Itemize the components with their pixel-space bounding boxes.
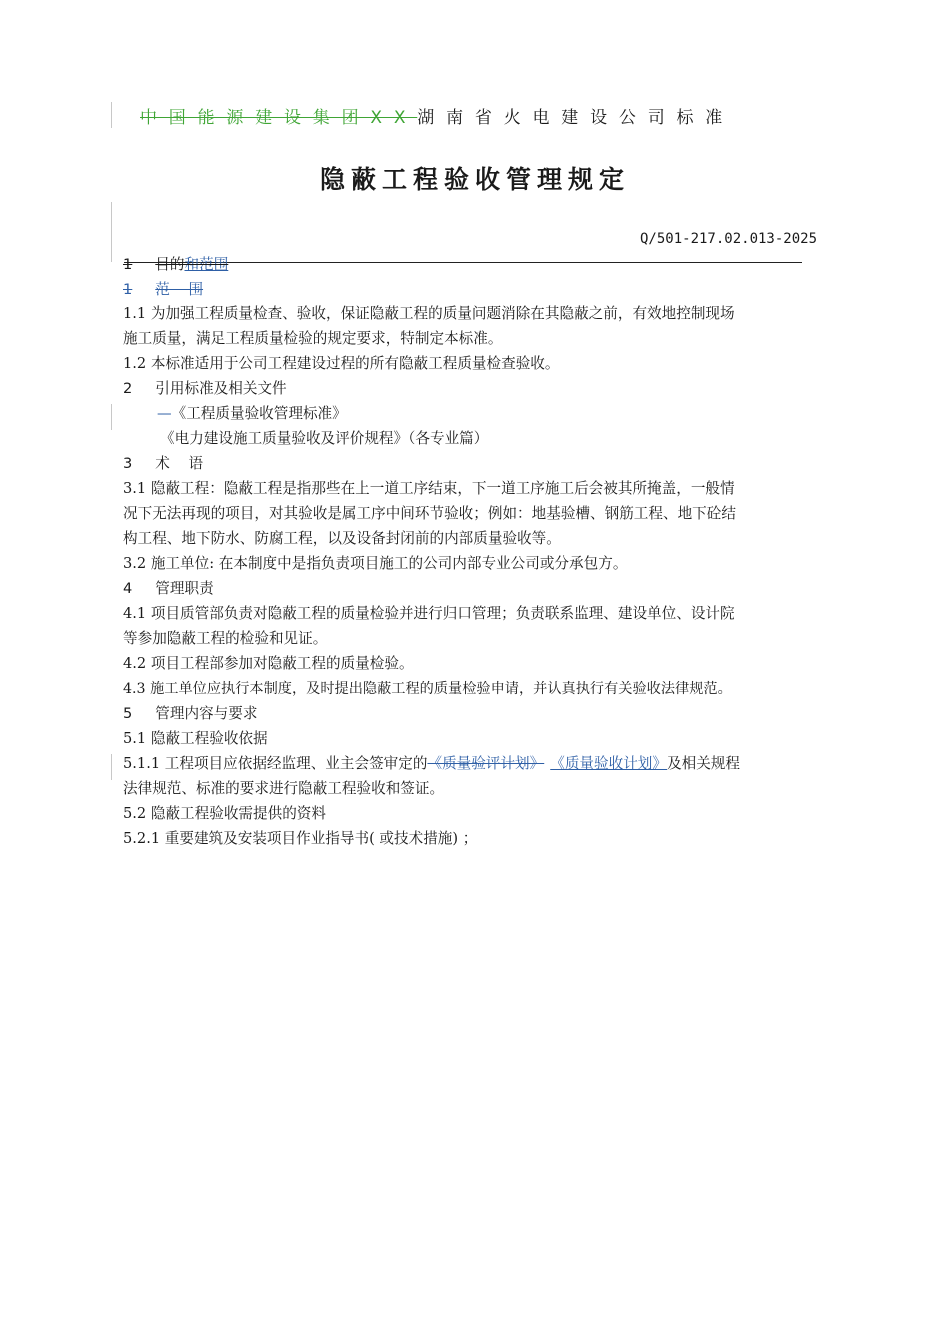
document-code: Q/501-217.02.013-2025 <box>640 231 818 247</box>
change-bar <box>111 202 112 262</box>
heading-number: 1 <box>123 281 133 298</box>
deleted-text: 《质量验评计划》 <box>427 755 545 772</box>
change-bar <box>111 102 112 128</box>
reference-text: 《工程质量验收管理标准》 <box>171 405 347 422</box>
company-header <box>140 103 734 128</box>
reference-2: 《电力建设施工质量验收及评价规程》（各专业篇） <box>160 430 489 447</box>
paragraph-4-1-cont: 等参加隐蔽工程的检验和见证。 <box>123 630 328 647</box>
paragraph-5-2-1: 5.2.1 重要建筑及安装项目作业指导书( 或技术措施) ； <box>123 830 478 847</box>
paragraph-1-2: 1.2 本标准适用于公司工程建设过程的所有隐蔽工程质量检查验收。 <box>123 355 560 372</box>
heading-number: 5 <box>123 705 133 722</box>
heading-text: 引用标准及相关文件 <box>155 380 287 397</box>
paragraph-5-1-1 <box>123 754 740 774</box>
paragraph-4-2: 4.2 项目工程部参加对隐蔽工程的质量检验。 <box>123 655 414 672</box>
inserted-text: 和范围 <box>184 256 229 273</box>
paragraph-5-2: 5.2 隐蔽工程验收需提供的资料 <box>123 805 326 822</box>
paragraph-3-1-cont: 况下无法再现的项目，对其验收是属工序中间环节验收；例如：地基验槽、钢筋工程、地下砼结 <box>123 505 736 522</box>
paragraph-4-1: 4.1 项目质管部负责对隐蔽工程的质量检验并进行归口管理；负责联系监理、建设单位、设计院 <box>123 605 735 622</box>
inserted-text: 《质量验收计划》 <box>550 755 667 772</box>
inserted-mark: — <box>157 405 172 422</box>
heading-text: 术 语 <box>155 455 204 472</box>
section-5-heading <box>123 704 257 724</box>
section-2-heading <box>123 379 287 399</box>
text-run: 及相关规程 <box>667 755 740 772</box>
text-run: 5.1.1 工程项目应依据经监理、业主会签审定的 <box>123 755 428 772</box>
heading-text: 管理内容与要求 <box>155 705 258 722</box>
paragraph-4-3: 4.3 施工单位应执行本制度，及时提出隐蔽工程的质量检验申请，并认真执行有关验收法律规范。 <box>123 681 732 697</box>
deleted-org-name: 中国能源建设集团XX <box>140 108 418 128</box>
heading-text: 目的 <box>155 256 185 273</box>
paragraph-3-1-cont2: 构工程、地下防水、防腐工程，以及设备封闭前的内部质量验收等。 <box>123 530 561 547</box>
change-bar <box>111 404 112 430</box>
heading-text: 管理职责 <box>155 580 214 597</box>
heading-number: 3 <box>123 455 133 472</box>
heading-text: 范 围 <box>155 281 204 298</box>
reference-1 <box>157 404 347 424</box>
document-title: 隐蔽工程验收管理规定 <box>319 165 630 194</box>
heading-number: 4 <box>123 580 133 597</box>
section-4-heading <box>123 579 214 599</box>
heading-number: 1 <box>123 256 133 273</box>
org-name: 湖南省火电建设公司标准 <box>417 108 735 128</box>
change-bar <box>111 754 112 780</box>
section-1-heading <box>123 255 228 275</box>
paragraph-3-1: 3.1 隐蔽工程：隐蔽工程是指那些在上一道工序结束，下一道工序施工后会被其所掩盖，一般情 <box>123 480 735 497</box>
paragraph-5-1-1-cont: 法律规范、标准的要求进行隐蔽工程验收和签证。 <box>123 780 445 797</box>
paragraph-1-1-cont: 施工质量，满足工程质量检验的规定要求，特制定本标准。 <box>123 330 503 347</box>
section-3-heading <box>123 454 203 474</box>
deleted-heading <box>123 280 203 300</box>
paragraph-5-1: 5.1 隐蔽工程验收依据 <box>123 730 268 747</box>
paragraph-1-1: 1.1 为加强工程质量检查、验收，保证隐蔽工程的质量问题消除在其隐蔽之前，有效地控制现场 <box>123 305 735 322</box>
heading-number: 2 <box>123 380 133 397</box>
paragraph-3-2: 3.2 施工单位: 在本制度中是指负责项目施工的公司内部专业公司或分承包方。 <box>123 555 628 572</box>
